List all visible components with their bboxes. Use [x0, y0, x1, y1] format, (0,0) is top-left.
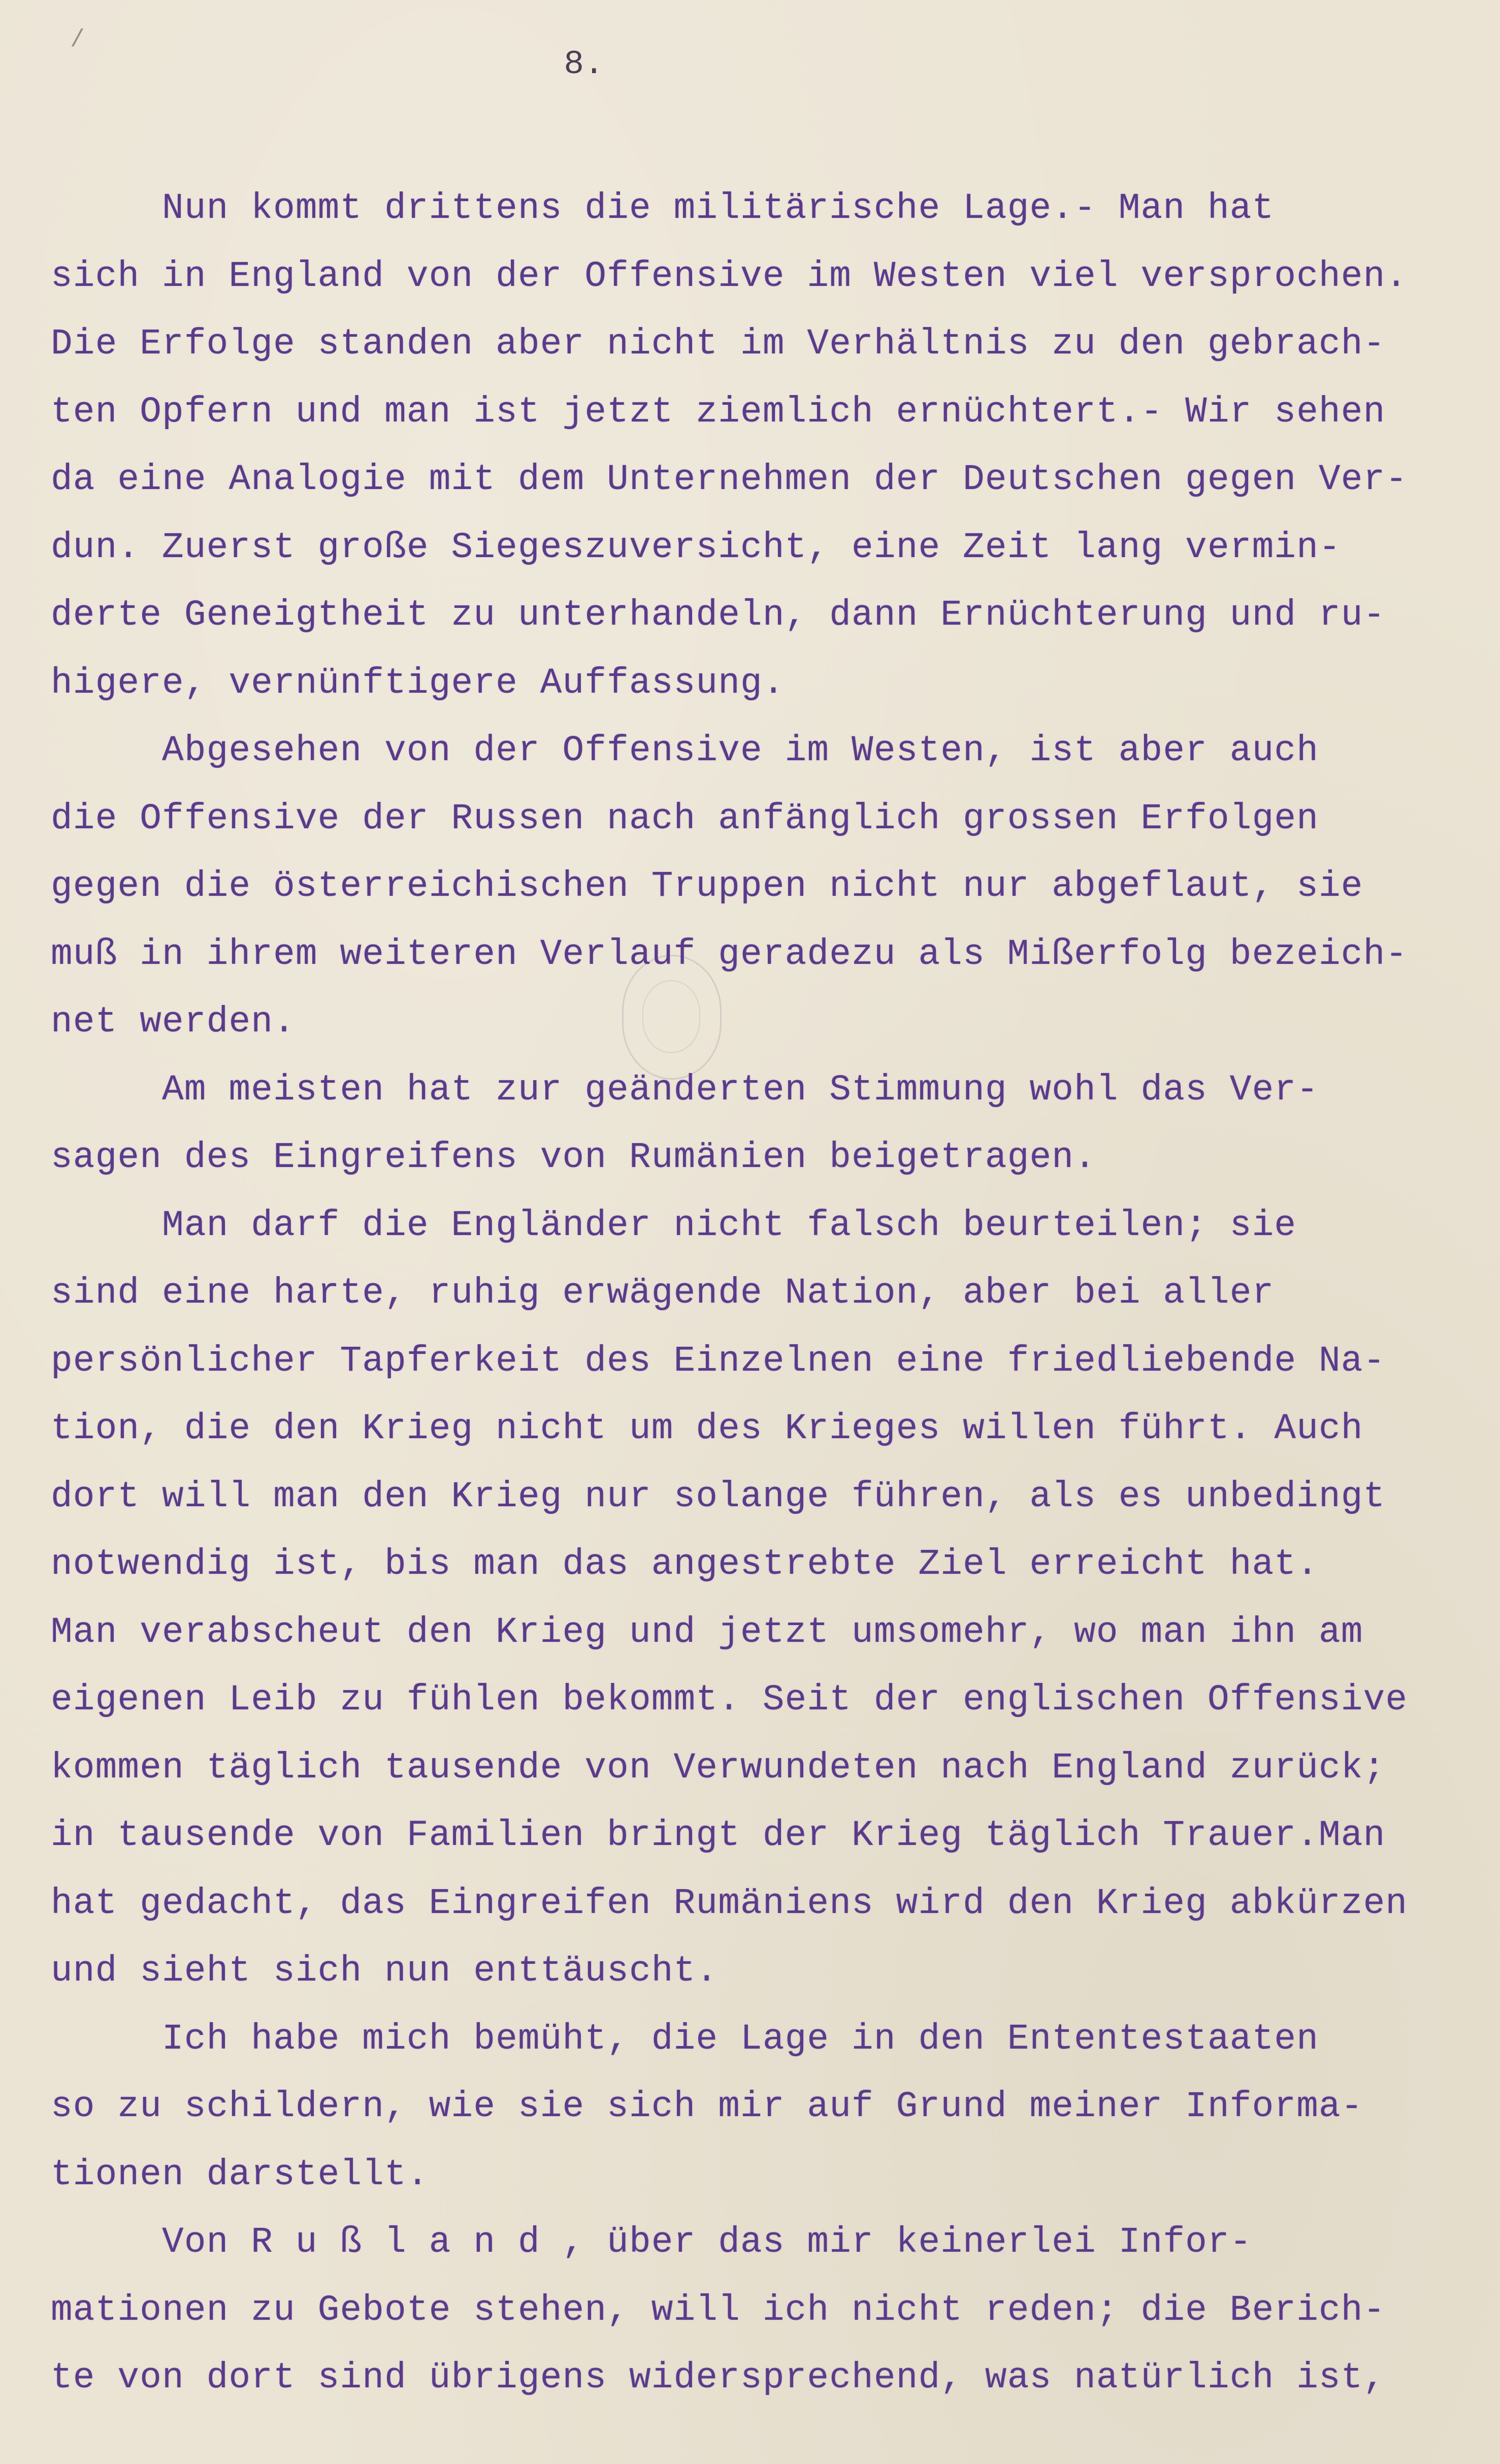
text-line: ten Opfern und man ist jetzt ziemlich ernüchtert.- Wir sehen — [51, 392, 1386, 433]
text-line: Die Erfolge standen aber nicht im Verhältnis zu den gebrach- — [51, 324, 1386, 365]
text-line: sich in England von der Offensive im Westen viel versprochen. — [51, 256, 1408, 297]
text-line: mationen zu Gebote stehen, will ich nicht reden; die Berich- — [51, 2290, 1386, 2331]
text-line: so zu schildern, wie sie sich mir auf Grund meiner Informa- — [51, 2087, 1363, 2127]
text-line: Von R u ß l a n d , über das mir keinerlei Infor- — [51, 2222, 1252, 2263]
text-line: gegen die österreichischen Truppen nicht nur abgeflaut, sie — [51, 866, 1363, 907]
text-line: notwendig ist, bis man das angestrebte Ziel erreicht hat. — [51, 1544, 1319, 1585]
text-line: hat gedacht, das Eingreifen Rumäniens wird den Krieg abkürzen — [51, 1883, 1408, 1924]
page-number: 8. — [564, 45, 604, 83]
text-line: net werden. — [51, 1002, 296, 1043]
text-line: te von dort sind übrigens widersprechend, was natürlich ist, — [51, 2358, 1386, 2398]
text-line: Man verabscheut den Krieg und jetzt umsomehr, wo man ihn am — [51, 1612, 1363, 1653]
margin-mark: / — [70, 26, 85, 54]
text-line: sind eine harte, ruhig erwägende Nation, aber bei aller — [51, 1273, 1275, 1314]
text-line: persönlicher Tapferkeit des Einzelnen eine friedliebende Na- — [51, 1341, 1386, 1382]
text-line: Ich habe mich bemüht, die Lage in den Ententestaaten — [51, 2019, 1319, 2060]
text-line: da eine Analogie mit dem Unternehmen der Deutschen gegen Ver- — [51, 460, 1408, 500]
text-line: kommen täglich tausende von Verwundeten nach England zurück; — [51, 1747, 1386, 1789]
text-line: Abgesehen von der Offensive im Westen, ist aber auch — [51, 731, 1319, 771]
text-line: Man darf die Engländer nicht falsch beurteilen; sie — [51, 1205, 1297, 1246]
text-line: sagen des Eingreifens von Rumänien beigetragen. — [51, 1138, 1096, 1178]
text-line: tionen darstellt. — [51, 2154, 429, 2195]
text-line: Nun kommt drittens die militärische Lage.- Man hat — [51, 188, 1275, 229]
text-line: muß in ihrem weiteren Verlauf geradezu als Mißerfolg bezeich- — [51, 934, 1408, 975]
text-line: die Offensive der Russen nach anfänglich grossen Erfolgen — [51, 798, 1319, 839]
text-line: eigenen Leib zu fühlen bekommt. Seit der englischen Offensive — [51, 1680, 1408, 1721]
text-line: tion, die den Krieg nicht um des Krieges willen führt. Auch — [51, 1409, 1363, 1449]
text-line: derte Geneigtheit zu unterhandeln, dann Ernüchterung und ru- — [51, 595, 1386, 636]
text-line: higere, vernünftigere Auffassung. — [51, 663, 785, 704]
text-line: und sieht sich nun enttäuscht. — [51, 1951, 719, 1992]
text-line: dort will man den Krieg nur solange führen, als es unbedingt — [51, 1476, 1386, 1517]
typewritten-body — [51, 175, 1462, 2413]
text-line: Am meisten hat zur geänderten Stimmung wohl das Ver- — [51, 1069, 1319, 1111]
text-line: dun. Zuerst große Siegeszuversicht, eine Zeit lang vermin- — [51, 527, 1341, 568]
text-line: in tausende von Familien bringt der Krieg täglich Trauer.Man — [51, 1815, 1386, 1856]
